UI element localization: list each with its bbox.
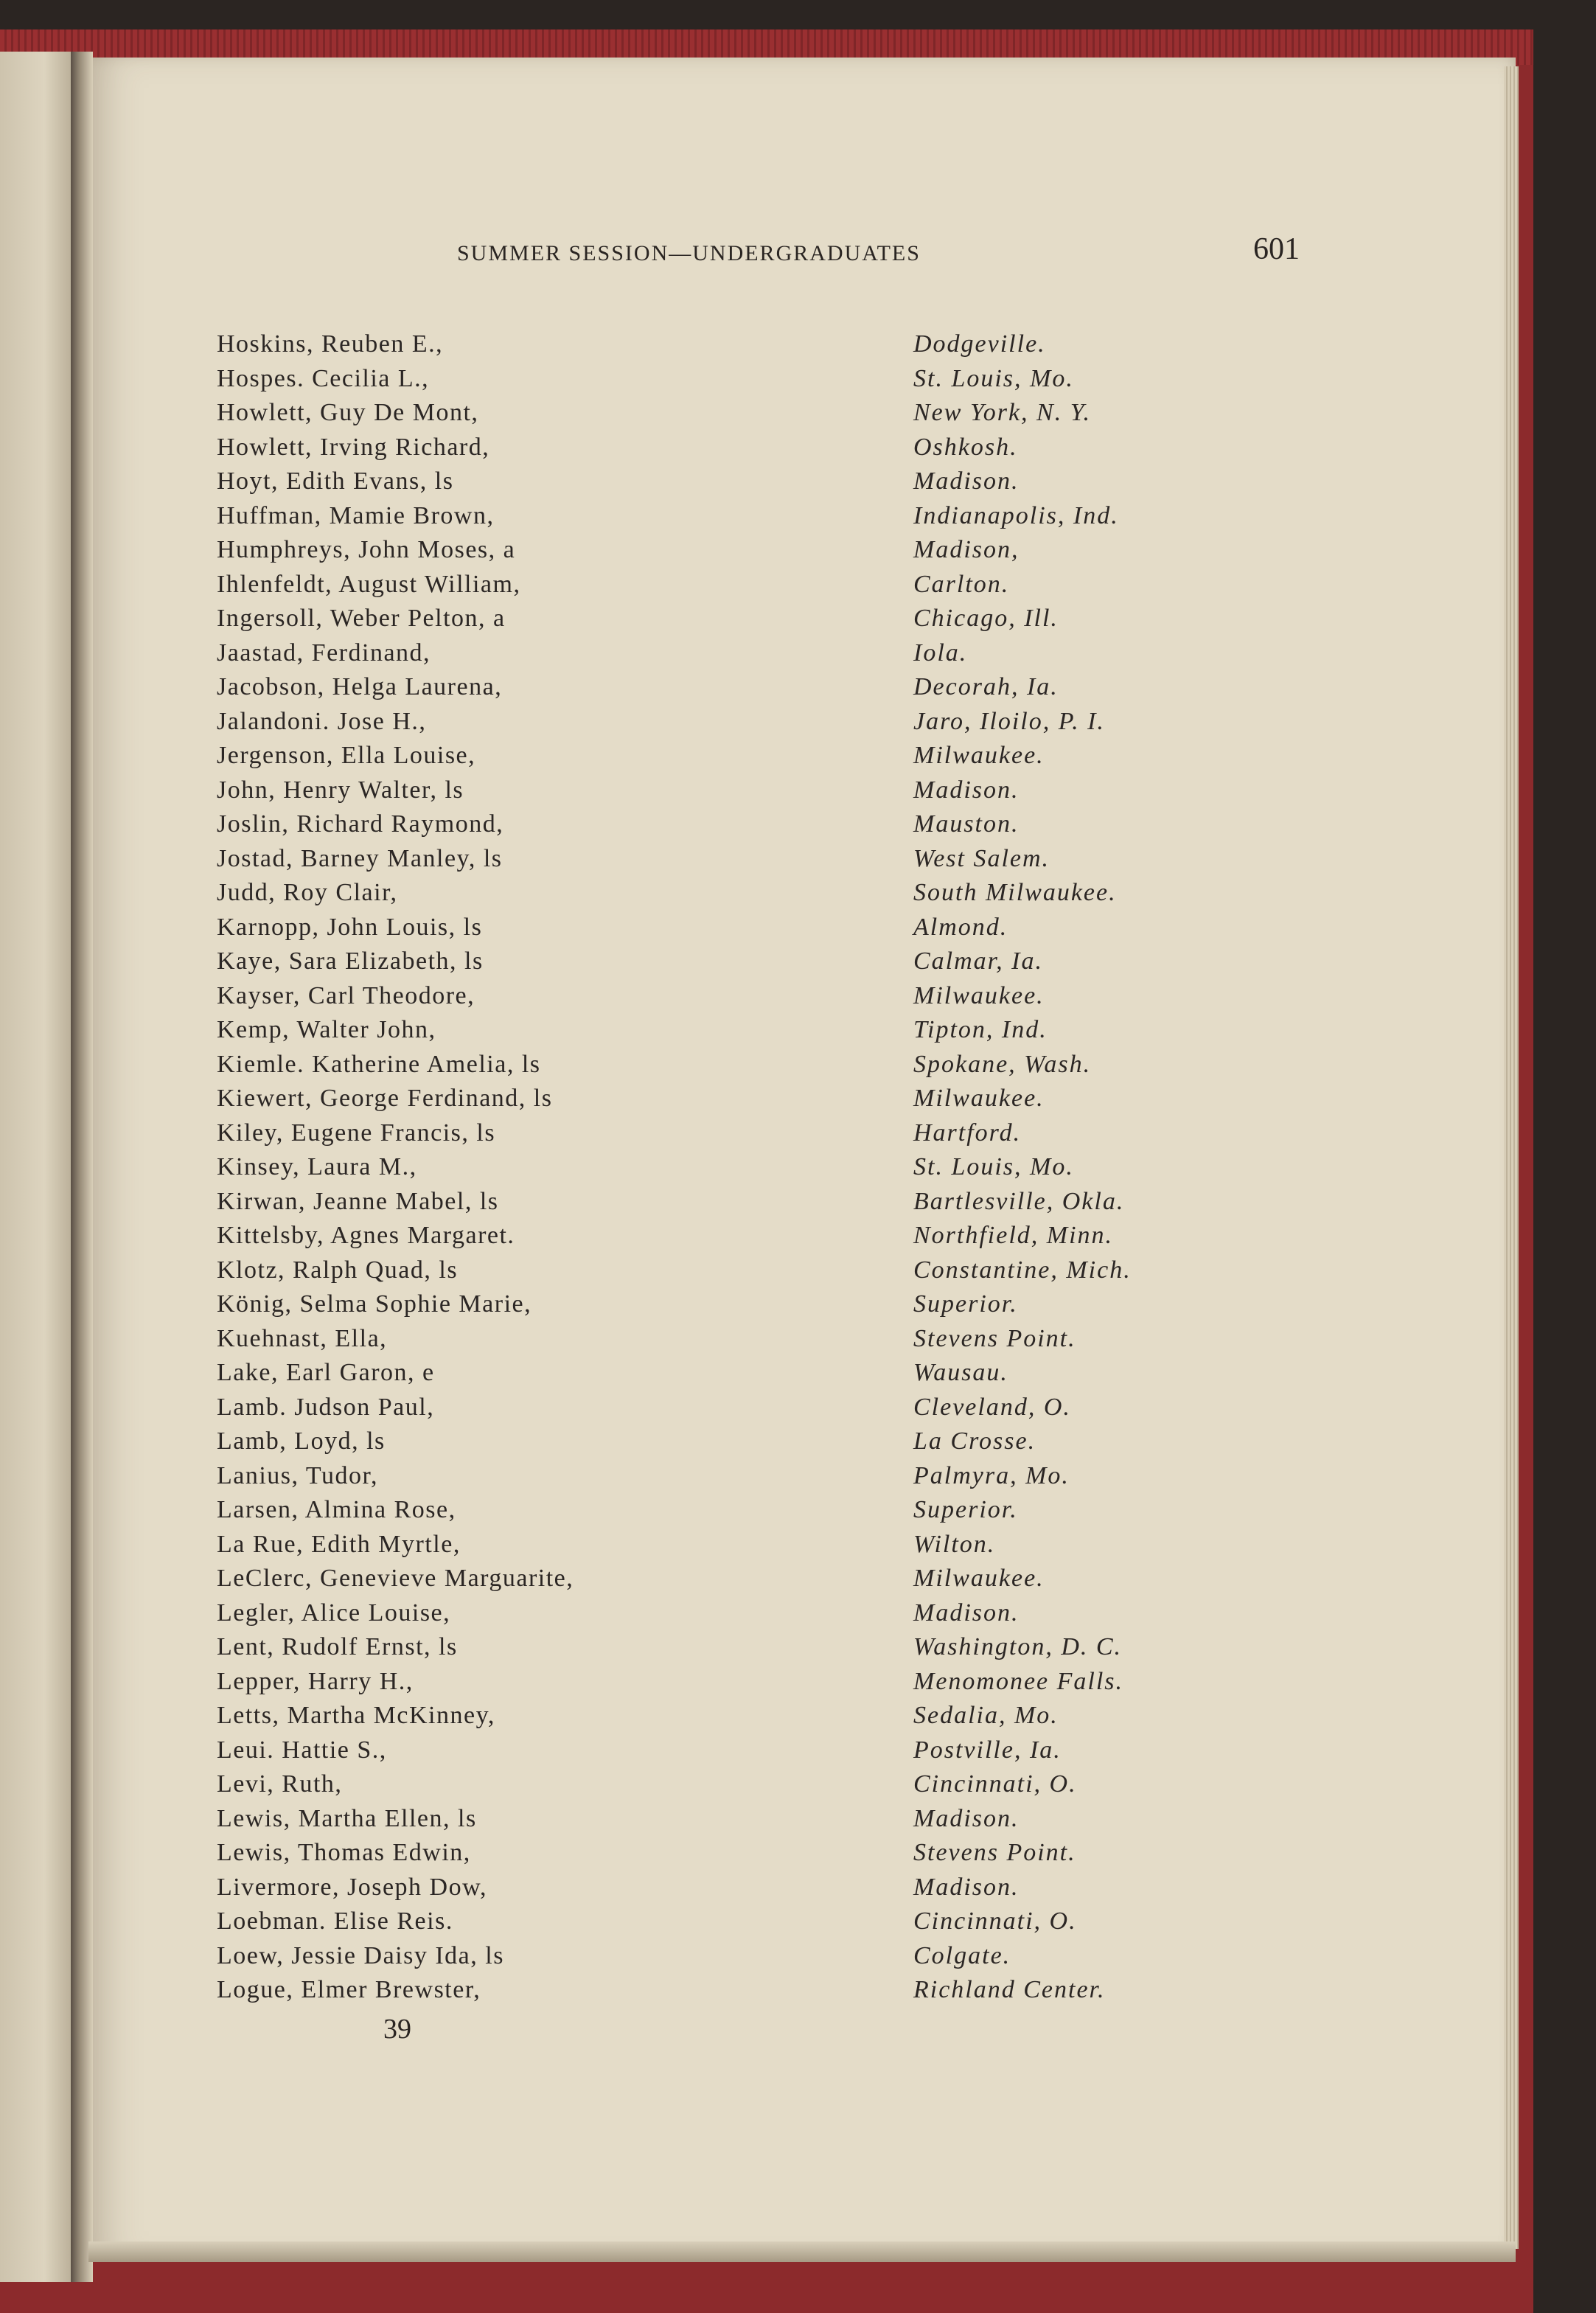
list-item: [217, 842, 1219, 877]
student-hometown: Postville, Ia.: [913, 1736, 1062, 1764]
student-hometown: Madison.: [913, 1873, 1020, 1901]
student-name: Kemp, Walter John,: [217, 1016, 436, 1043]
list-item: [217, 1391, 1219, 1425]
student-name: Lewis, Thomas Edwin,: [217, 1839, 471, 1866]
list-item: [217, 636, 1219, 671]
list-item: [217, 1150, 1219, 1185]
list-item: [217, 1322, 1219, 1357]
student-hometown: Milwaukee.: [913, 742, 1045, 769]
student-name: Lanius, Tudor,: [217, 1461, 378, 1489]
student-name: Lake, Earl Garon, e: [217, 1359, 435, 1386]
list-item: [217, 1459, 1219, 1494]
student-hometown: Chicago, Ill.: [913, 605, 1059, 632]
list-item: [217, 1013, 1219, 1048]
student-hometown: Constantine, Mich.: [913, 1256, 1132, 1284]
student-hometown: Madison.: [913, 1804, 1020, 1832]
student-name: Lamb. Judson Paul,: [217, 1393, 435, 1421]
student-name: König, Selma Sophie Marie,: [217, 1290, 532, 1318]
student-name: Jostad, Barney Manley, ls: [217, 844, 503, 872]
student-name: Lent, Rudolf Ernst, ls: [217, 1633, 458, 1660]
student-name: Kinsey, Laura M.,: [217, 1153, 417, 1180]
student-hometown: Milwaukee.: [913, 981, 1045, 1009]
list-item: [217, 739, 1219, 773]
list-item: [217, 1048, 1219, 1082]
student-name: Lepper, Harry H.,: [217, 1667, 414, 1695]
student-name: Kittelsby, Agnes Margaret.: [217, 1222, 515, 1249]
student-name: Ingersoll, Weber Pelton, a: [217, 605, 506, 632]
student-name: Jaastad, Ferdinand,: [217, 639, 431, 667]
student-hometown: Wausau.: [913, 1359, 1008, 1386]
student-name: Jergenson, Ella Louise,: [217, 742, 476, 769]
list-item: [217, 1116, 1219, 1151]
list-item: [217, 945, 1219, 979]
list-item: [217, 876, 1219, 911]
student-name: Kiley, Eugene Francis, ls: [217, 1119, 496, 1147]
student-hometown: Milwaukee.: [913, 1085, 1045, 1112]
student-name: Huffman, Mamie Brown,: [217, 501, 495, 529]
student-hometown: Milwaukee.: [913, 1565, 1045, 1592]
student-name: Loew, Jessie Daisy Ida, ls: [217, 1941, 504, 1969]
list-item: [217, 979, 1219, 1014]
student-hometown: Iola.: [913, 639, 968, 667]
student-hometown: Stevens Point.: [913, 1839, 1076, 1866]
student-name: Ihlenfeldt, August William,: [217, 570, 521, 598]
student-hometown: Cleveland, O.: [913, 1393, 1071, 1421]
list-item: [217, 1836, 1219, 1871]
student-name: Judd, Roy Clair,: [217, 879, 398, 906]
list-item: [217, 911, 1219, 945]
student-list: [217, 327, 1219, 2008]
student-name: Karnopp, John Louis, ls: [217, 913, 483, 941]
student-name: Howlett, Irving Richard,: [217, 433, 490, 461]
student-hometown: Cincinnati, O.: [913, 1907, 1077, 1935]
list-item: [217, 568, 1219, 602]
student-hometown: Richland Center.: [913, 1976, 1106, 2003]
student-hometown: Jaro, Iloilo, P. I.: [913, 707, 1105, 735]
student-name: Levi, Ruth,: [217, 1770, 343, 1798]
student-name: Jacobson, Helga Laurena,: [217, 673, 503, 700]
student-name: John, Henry Walter, ls: [217, 776, 464, 804]
page-number: 601: [1253, 232, 1300, 266]
student-hometown: Northfield, Minn.: [913, 1222, 1114, 1249]
student-hometown: South Milwaukee.: [913, 879, 1117, 906]
running-head: SUMMER SESSION—UNDERGRADUATES: [457, 241, 921, 265]
list-item: [217, 705, 1219, 740]
student-hometown: Decorah, Ia.: [913, 673, 1059, 700]
list-item: [217, 1562, 1219, 1596]
student-hometown: Madison.: [913, 467, 1020, 495]
student-hometown: Almond.: [913, 913, 1008, 941]
student-hometown: New York, N. Y.: [913, 399, 1092, 426]
student-name: Kuehnast, Ella,: [217, 1324, 388, 1352]
student-name: Hoskins, Reuben E.,: [217, 330, 444, 358]
list-item: [217, 1596, 1219, 1631]
student-name: Larsen, Almina Rose,: [217, 1496, 456, 1523]
student-name: La Rue, Edith Myrtle,: [217, 1530, 461, 1558]
list-item: [217, 1082, 1219, 1116]
student-name: Logue, Elmer Brewster,: [217, 1976, 481, 2003]
student-hometown: Spokane, Wash.: [913, 1050, 1092, 1078]
list-item: [217, 1219, 1219, 1253]
student-hometown: Calmar, Ia.: [913, 947, 1043, 975]
list-item: [217, 670, 1219, 705]
list-item: [217, 1802, 1219, 1837]
student-name: Hospes. Cecilia L.,: [217, 364, 430, 392]
list-item: [217, 1905, 1219, 1939]
student-hometown: Madison.: [913, 1599, 1020, 1627]
list-item: [217, 602, 1219, 636]
student-name: Klotz, Ralph Quad, ls: [217, 1256, 459, 1284]
student-hometown: La Crosse.: [913, 1427, 1036, 1455]
student-name: LeClerc, Genevieve Marguarite,: [217, 1565, 574, 1592]
student-hometown: Hartford.: [913, 1119, 1022, 1147]
list-item: [217, 533, 1219, 568]
student-hometown: West Salem.: [913, 844, 1050, 872]
student-name: Humphreys, John Moses, a: [217, 536, 516, 563]
list-item: [217, 1630, 1219, 1665]
list-item: [217, 1665, 1219, 1700]
list-item: [217, 1733, 1219, 1768]
student-name: Joslin, Richard Raymond,: [217, 810, 504, 838]
student-hometown: Washington, D. C.: [913, 1633, 1123, 1660]
student-hometown: Carlton.: [913, 570, 1010, 598]
student-hometown: Superior.: [913, 1496, 1018, 1523]
student-name: Leui. Hattie S.,: [217, 1736, 387, 1764]
book-gutter: [71, 52, 93, 2282]
student-hometown: Mauston.: [913, 810, 1020, 838]
student-hometown: Indianapolis, Ind.: [913, 501, 1119, 529]
left-page-edge: [0, 52, 74, 2282]
student-name: Lewis, Martha Ellen, ls: [217, 1804, 477, 1832]
list-item: [217, 807, 1219, 842]
student-hometown: Madison.: [913, 776, 1020, 804]
student-name: Howlett, Guy De Mont,: [217, 399, 479, 426]
list-item: [217, 1939, 1219, 1974]
list-item: [217, 465, 1219, 499]
student-hometown: Bartlesville, Okla.: [913, 1187, 1125, 1215]
student-hometown: Tipton, Ind.: [913, 1016, 1048, 1043]
student-hometown: St. Louis, Mo.: [913, 1153, 1074, 1180]
list-item: [217, 1287, 1219, 1322]
student-name: Kiewert, George Ferdinand, ls: [217, 1085, 553, 1112]
student-name: Loebman. Elise Reis.: [217, 1907, 453, 1935]
list-item: [217, 1871, 1219, 1905]
list-item: [217, 1356, 1219, 1391]
list-item: [217, 327, 1219, 362]
student-name: Letts, Martha McKinney,: [217, 1702, 495, 1729]
list-item: [217, 1253, 1219, 1288]
student-hometown: Dodgeville.: [913, 330, 1046, 358]
student-hometown: Wilton.: [913, 1530, 996, 1558]
student-name: Legler, Alice Louise,: [217, 1599, 451, 1627]
student-hometown: Madison,: [913, 536, 1020, 563]
page-bottom-edge: [88, 2241, 1516, 2262]
student-hometown: Sedalia, Mo.: [913, 1702, 1059, 1729]
list-item: [217, 1973, 1219, 2008]
list-item: [217, 1493, 1219, 1528]
student-name: Hoyt, Edith Evans, ls: [217, 467, 454, 495]
student-hometown: Palmyra, Mo.: [913, 1461, 1070, 1489]
student-hometown: Cincinnati, O.: [913, 1770, 1077, 1798]
student-name: Jalandoni. Jose H.,: [217, 707, 427, 735]
list-item: [217, 396, 1219, 431]
student-hometown: Superior.: [913, 1290, 1018, 1318]
student-hometown: Stevens Point.: [913, 1324, 1076, 1352]
list-item: [217, 773, 1219, 808]
list-item: [217, 431, 1219, 465]
page-fore-edge: [1504, 66, 1519, 2249]
student-hometown: St. Louis, Mo.: [913, 364, 1074, 392]
list-item: [217, 1767, 1219, 1802]
student-name: Lamb, Loyd, ls: [217, 1427, 386, 1455]
signature-mark: 39: [383, 2014, 411, 2045]
student-name: Kayser, Carl Theodore,: [217, 981, 475, 1009]
student-name: Kaye, Sara Elizabeth, ls: [217, 947, 484, 975]
student-hometown: Oshkosh.: [913, 433, 1018, 461]
student-name: Livermore, Joseph Dow,: [217, 1873, 487, 1901]
list-item: [217, 1528, 1219, 1562]
student-name: Kiemle. Katherine Amelia, ls: [217, 1050, 541, 1078]
list-item: [217, 362, 1219, 397]
list-item: [217, 1185, 1219, 1220]
student-name: Kirwan, Jeanne Mabel, ls: [217, 1187, 499, 1215]
list-item: [217, 1699, 1219, 1733]
student-hometown: Menomonee Falls.: [913, 1667, 1124, 1695]
list-item: [217, 1425, 1219, 1459]
list-item: [217, 499, 1219, 534]
student-hometown: Colgate.: [913, 1941, 1011, 1969]
